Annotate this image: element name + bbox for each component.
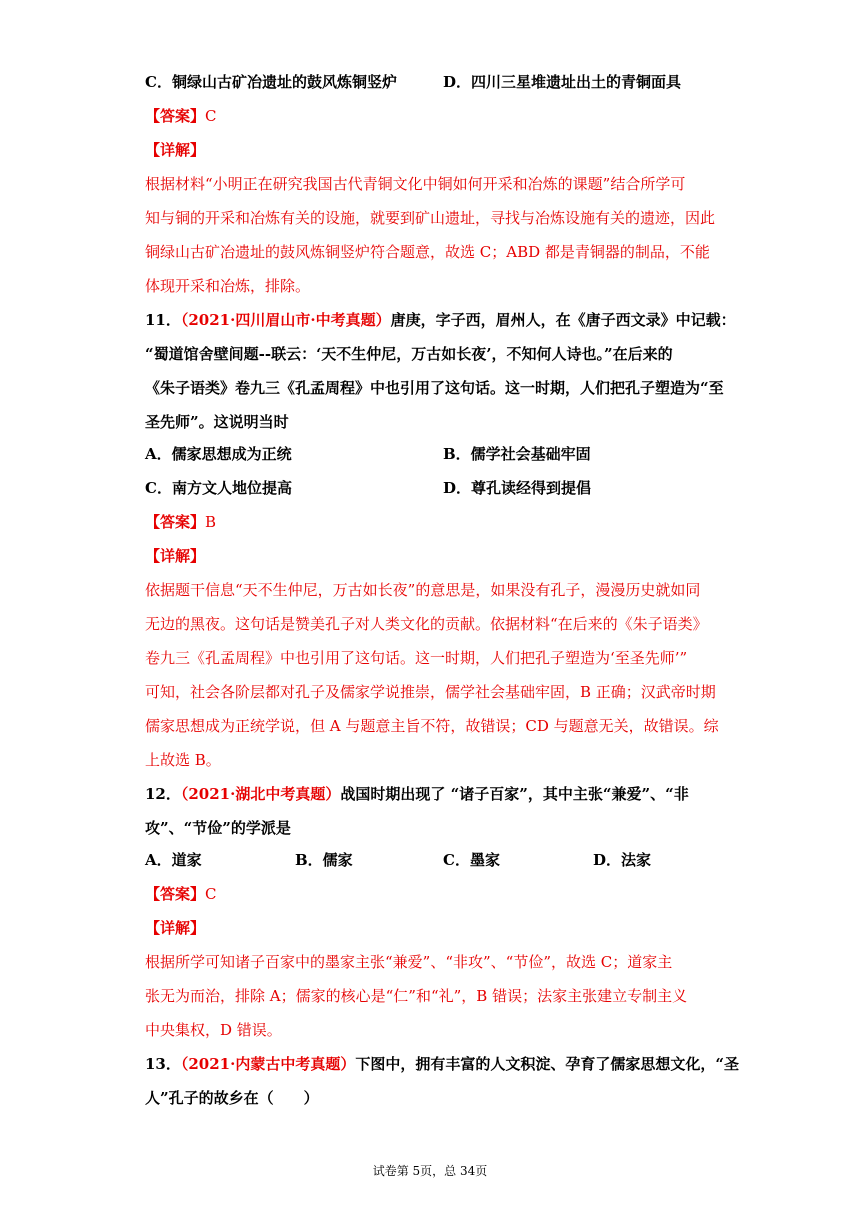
question-source: （2021·湖北中考真题） bbox=[180, 785, 341, 803]
question-stem-text: 唐庚，字子西，眉州人，在《唐子西文录》中记载： bbox=[390, 311, 736, 329]
q11-detail-line: 无边的黑夜。这句话是赞美孔子对人类文化的贡献。依据材料“在后来的《朱子语类》 bbox=[145, 615, 708, 633]
q10-detail-label: 【详解】 bbox=[145, 141, 206, 159]
q12-stem-line: 攻”、“节俭”的学派是 bbox=[145, 819, 291, 837]
q12-stem bbox=[145, 784, 725, 804]
question-stem-text: 下图中，拥有丰富的人文积淀、孕育了儒家思想文化，“圣 bbox=[355, 1055, 739, 1073]
q11-stem-line: 圣先师”。这说明当时 bbox=[145, 413, 289, 431]
q11-detail-line: 依据题干信息“天不生仲尼，万古如长夜”的意思是，如果没有孔子，漫漫历史就如同 bbox=[145, 581, 701, 599]
q12-detail-line: 张无为而治，排除 A；儒家的核心是“仁”和“礼”，B 错误；法家主张建立专制主义 bbox=[145, 987, 688, 1005]
question-number: 13． bbox=[145, 1055, 181, 1073]
q13-stem bbox=[145, 1054, 739, 1074]
q11-option-a: A．儒家思想成为正统 bbox=[145, 445, 292, 463]
q12-detail-line: 中央集权，D 错误。 bbox=[145, 1021, 282, 1039]
q10-option-c: C．铜绿山古矿冶遗址的鼓风炼铜竖炉 bbox=[145, 73, 397, 91]
q12-detail-label: 【详解】 bbox=[145, 919, 206, 937]
q12-option-d: D．法家 bbox=[593, 851, 652, 869]
question-source: （2021·内蒙古中考真题） bbox=[180, 1055, 356, 1073]
q12-option-a: A．道家 bbox=[145, 851, 202, 869]
question-source: （2021·四川眉山市·中考真题） bbox=[180, 311, 391, 329]
q11-stem-line: 《朱子语类》卷九三《孔孟周程》中也引用了这句话。这一时期，人们把孔子塑造为“至 bbox=[145, 379, 724, 397]
answer-label: 【答案】 bbox=[145, 107, 206, 125]
q11-stem-line: “蜀道馆舍壁间题--联云：‘天不生仲尼，万古如长夜’，不知何人诗也。”在后来的 bbox=[145, 345, 673, 363]
q11-stem bbox=[145, 310, 736, 330]
q10-detail-line: 知与铜的开采和冶炼有关的设施，就要到矿山遗址，寻找与冶炼设施有关的遗迹，因此 bbox=[145, 209, 716, 227]
q12-answer bbox=[145, 884, 725, 904]
q10-detail-line: 铜绿山古矿冶遗址的鼓风炼铜竖炉符合题意，故选 C；ABD 都是青铜器的制品，不能 bbox=[145, 243, 710, 261]
q13-stem-line: 人”孔子的故乡在（ ） bbox=[145, 1089, 319, 1107]
q10-answer bbox=[145, 106, 725, 126]
question-number: 11． bbox=[145, 311, 181, 329]
q11-answer bbox=[145, 512, 725, 532]
q11-detail-line: 上故选 B。 bbox=[145, 751, 221, 769]
q11-option-b: B．儒学社会基础牢固 bbox=[443, 445, 591, 463]
q10-option-d: D．四川三星堆遗址出土的青铜面具 bbox=[443, 73, 682, 91]
answer-value: C bbox=[205, 885, 217, 903]
q11-detail-line: 儒家思想成为正统学说，但 A 与题意主旨不符，故错误；CD 与题意无关，故错误。综 bbox=[145, 717, 719, 735]
q10-detail-line: 根据材料“小明正在研究我国古代青铜文化中铜如何开采和冶炼的课题”结合所学可 bbox=[145, 175, 686, 193]
page-footer: 试卷第 5页，总 34页 bbox=[372, 1164, 488, 1178]
question-stem-text: 战国时期出现了 “诸子百家”，其中主张“兼爱”、“非 bbox=[340, 785, 689, 803]
q11-option-d: D．尊孔读经得到提倡 bbox=[443, 479, 592, 497]
answer-label: 【答案】 bbox=[145, 513, 206, 531]
q11-option-c: C．南方文人地位提高 bbox=[145, 479, 292, 497]
q11-detail-line: 可知，社会各阶层都对孔子及儒家学说推崇，儒学社会基础牢固，B 正确；汉武帝时期 bbox=[145, 683, 716, 701]
q11-detail-line: 卷九三《孔孟周程》中也引用了这句话。这一时期，人们把孔子塑造为‘至圣先师’” bbox=[145, 649, 688, 667]
q12-detail-line: 根据所学可知诸子百家中的墨家主张“兼爱”、“非攻”、“节俭”，故选 C；道家主 bbox=[145, 953, 673, 971]
answer-value: C bbox=[205, 107, 217, 125]
q11-detail-label: 【详解】 bbox=[145, 547, 206, 565]
answer-label: 【答案】 bbox=[145, 885, 206, 903]
answer-value: B bbox=[205, 513, 217, 531]
q12-option-b: B．儒家 bbox=[295, 851, 353, 869]
q12-option-c: C．墨家 bbox=[443, 851, 500, 869]
q10-detail-line: 体现开采和冶炼，排除。 bbox=[145, 277, 311, 295]
question-number: 12． bbox=[145, 785, 181, 803]
